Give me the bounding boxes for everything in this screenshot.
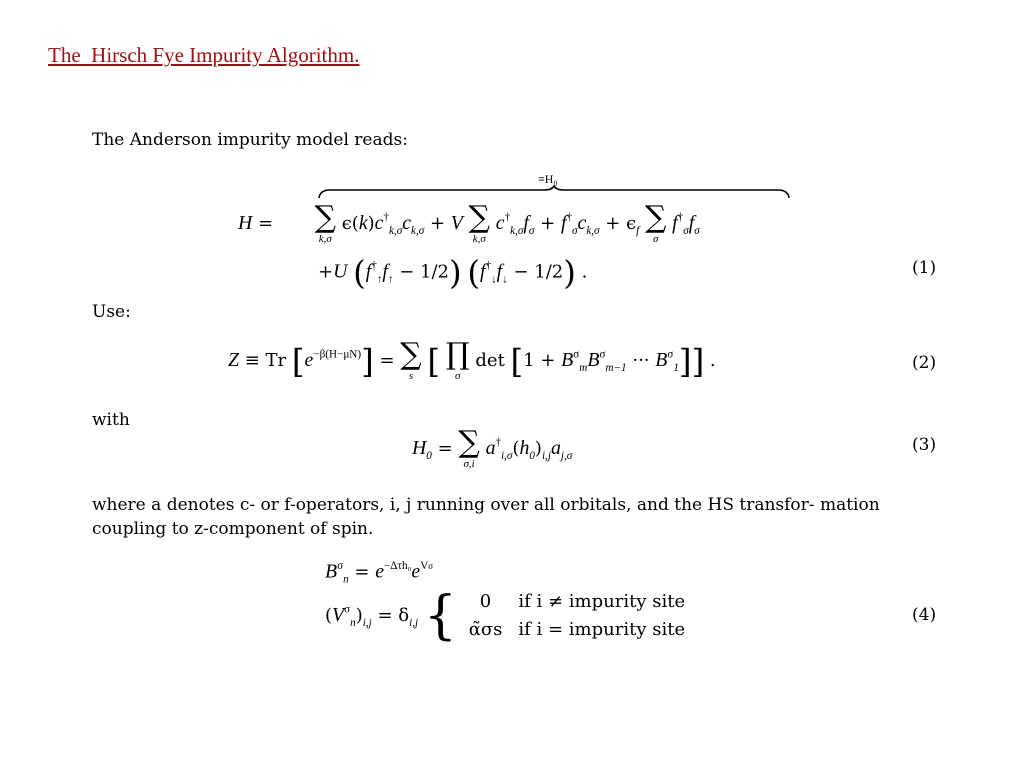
equation-1-line-1: H = ∑ k,σ $\epsilon(k)c^\dagger_{k,\sigma}c_{k,\sigma} + V$ ∑ k,σ $c^\dagger_{k,\sigma}f_\sigma + f^\dagger_\sigma c_{k,\sigma} + \epsilon_f$ ∑ σ $f^\dagger_\sigma f_\sigma$ [238, 200, 700, 245]
use-label: Use: [92, 302, 131, 322]
equation-3: $H_0$ = ∑ σ,i $a^\dagger_{i,\sigma}(h_0)_{i,j}a_{j,\sigma}$ [412, 425, 573, 470]
equation-4-line-1: $B^\sigma_n = e^{-\Delta\tau h_0}e^{V\sigma}$ [325, 560, 434, 586]
where-paragraph: where a denotes c- or f-operators, i, j running over all orbitals, and the HS transfor- mation coupling to z-component of spin. [92, 495, 880, 539]
equation-number-4: (4) [912, 605, 937, 625]
case-condition-1: if i ≠ impurity site [518, 591, 686, 612]
case-brace: { [423, 586, 457, 647]
case-value-2: α̃σs [468, 619, 503, 641]
overbrace [318, 185, 790, 199]
equation-number-1: (1) [912, 258, 937, 278]
page-title: The Hirsch Fye Impurity Algorithm. [48, 43, 360, 67]
case-value-1: 0 [479, 591, 492, 612]
brace-label: ≡H₀ [538, 172, 558, 186]
cases-table [463, 587, 697, 645]
intro-text: The Anderson impurity model reads: [92, 130, 408, 150]
with-label: with [92, 410, 130, 430]
equation-4-line-2: $(V^\sigma_n)_{i,j} = \delta_{i,j}$ { 0 if i ≠ impurity site α̃σs if i = impurity site [325, 587, 697, 645]
equation-number-2: (2) [912, 353, 937, 373]
equation-2: Z ≡ Tr $[e^{-\beta(H-\mu N)}]$ = ∑ s [ ∏ σ $\det [1 + B^\sigma_mB^\sigma_{m-1}$ ··· $B^\sigma_1$]] . [228, 337, 716, 382]
case-condition-2: if i = impurity site [518, 619, 686, 641]
equation-1-line-2: +U $(f^\dagger_↑f_↑ - 1/2) (f^\dagger_↓f_↓ - 1/2)$ . [318, 254, 588, 292]
equation-number-3: (3) [912, 435, 937, 455]
